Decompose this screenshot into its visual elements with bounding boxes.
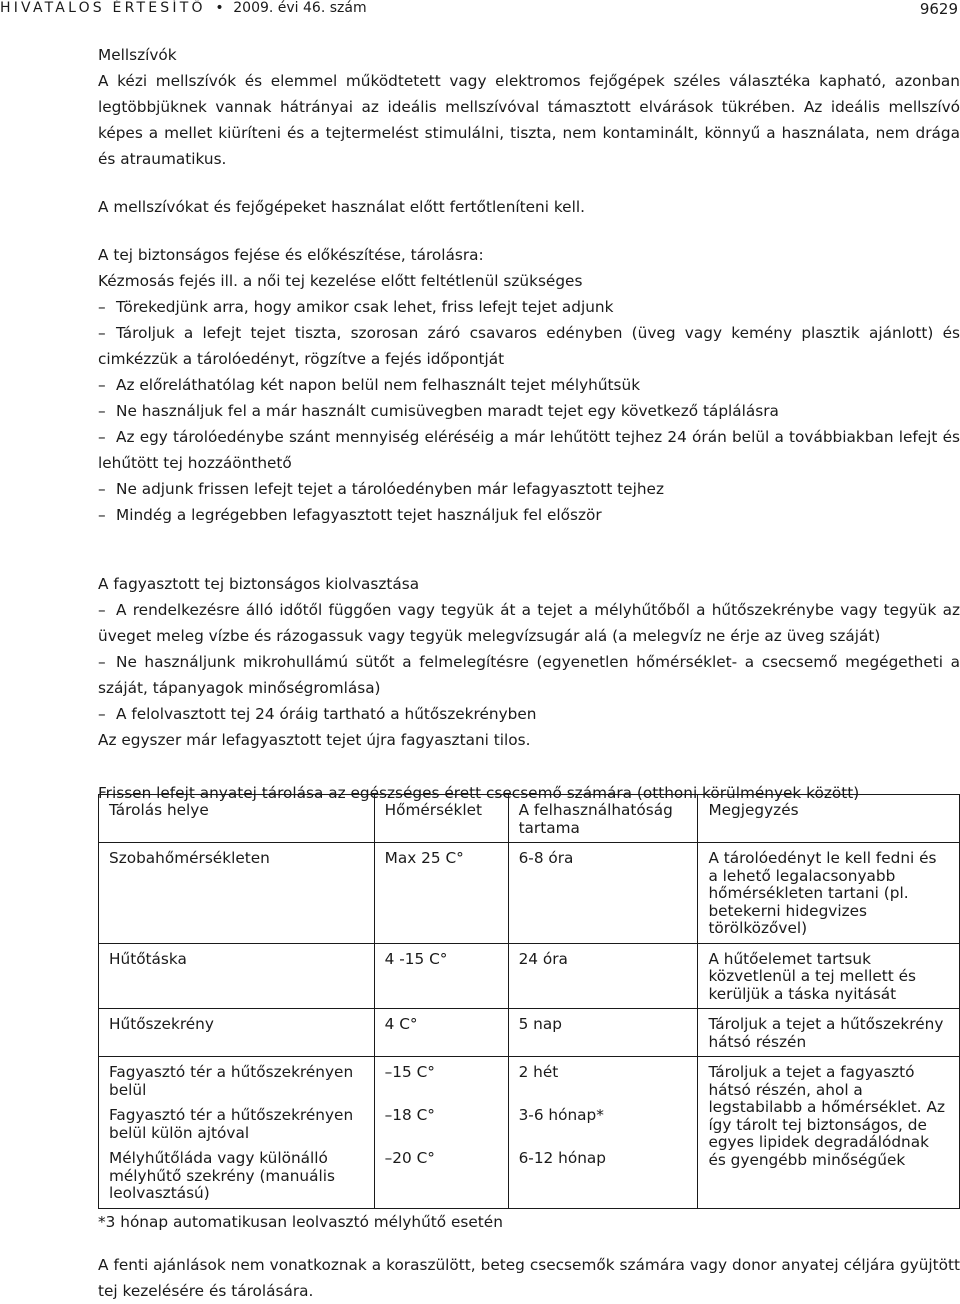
freezer-note: Tároljuk a tejet a fagyasztó hátsó részén, ahol a legstabilabb a hőmérséklet. Az így tárolt tej biztonságos, de egyes lipidek degradálódnak és gyengébb minőségűek [708, 1063, 946, 1169]
page-header [0, 0, 960, 20]
table-cell: A tárolóedényt le kell fedni és a lehető legalacsonyabb hőmérsékleten tartani (pl. betekerni hidegvizes törölközővel) [698, 843, 960, 944]
list-item: – Ne adjunk frissen lefejt tejet a tárolóedényben már lefagyasztott tejhez [98, 480, 664, 498]
freezer-location: Fagyasztó tér a hűtőszekrényen belül [109, 1063, 354, 1099]
final-note: A fenti ajánlások nem vonatkoznak a koraszülött, beteg csecsemők számára vagy donor anyatej céljára gyüjtött tej kezelésére és tárolására. [98, 1256, 960, 1300]
page-number: 9629 [919, 0, 958, 18]
journal-title: HIVATALOS ÉRTESÍTŐ [0, 0, 206, 16]
table-cell [698, 1057, 960, 1209]
section-title-thawing: A fagyasztott tej biztonságos kiolvasztása [98, 575, 420, 593]
table-header-cell: Hőmérséklet [374, 795, 508, 843]
storage-table [98, 794, 960, 1209]
list-item: – Az egy tárolóedénybe szánt mennyiség eléréséig a már lehűtött tejhez 24 órán belül a továbbiakban lefejt és lehűtött tej hozzáönthető [98, 428, 960, 472]
table-cell: 4 C° [374, 1009, 508, 1057]
freezer-duration: 6-12 hónap [518, 1149, 606, 1167]
freezer-duration: 3-6 hónap* [518, 1106, 604, 1124]
list-item: – A felolvasztott tej 24 óráig tartható a hűtőszekrényben [98, 705, 537, 723]
list-item: – Ne használjunk mikrohullámú sütőt a felmelegítésre (egyenetlen hőmérséklet- a csecsemő megégetheti a száját, tápanyagok minőségromlása) [98, 653, 960, 697]
table-title: Frissen lefejt anyatej tárolása az egészséges érett csecsemő számára (otthoni körülmények között) [98, 784, 860, 802]
section-title-breast-pumps: Mellszívók [98, 46, 177, 64]
disinfect-note: A mellszívókat és fejőgépeket használat előtt fertőtleníteni kell. [98, 198, 585, 216]
table-cell: 24 óra [508, 943, 698, 1009]
list-item: – A rendelkezésre álló időtől függően vagy tegyük át a tejet a mélyhűtőből a hűtőszekrénybe vagy tegyük az üveget meleg vízbe és rázogassuk vagy tegyük melegvízsugár alá (a melegvíz ne érje az üveg száját) [98, 601, 960, 645]
issue-label: 2009. évi 46. szám [233, 0, 367, 16]
table-header-row [99, 795, 960, 843]
handwash-intro: Kézmosás fejés ill. a női tej kezelése előtt feltétlenül szükséges [98, 272, 583, 290]
table-cell: Tároljuk a tejet a hűtőszekrény hátsó részén [698, 1009, 960, 1057]
header-bullet: • [215, 0, 224, 16]
table-cell: A hűtőelemet tartsuk közvetlenül a tej mellett és kerüljük a táska nyitását [698, 943, 960, 1009]
list-item: – Törekedjünk arra, hogy amikor csak lehet, friss lefejt tejet adjunk [98, 298, 614, 316]
table-row-freezer [99, 1057, 960, 1209]
section-title-safe-expression: A tej biztonságos fejése és előkészítése, tárolásra: [98, 246, 484, 264]
document-footer [98, 1209, 960, 1304]
list-item: – Tároljuk a lefejt tejet tiszta, szorosan záró csavaros edényben (üveg vagy kemény plasztik ajánlott) és cimkézzük a tárolóedényt, rögzítve a fejés időpontját [98, 324, 960, 368]
table-cell: Szobahőmérsékleten [99, 843, 375, 944]
table-row [99, 943, 960, 1009]
table-cell: Max 25 C° [374, 843, 508, 944]
freezer-location: Mélyhűtőláda vagy különálló mélyhűtő szekrény (manuális leolvasztású) [109, 1149, 335, 1202]
list-item: – Az előreláthatólag két napon belül nem felhasznált tejet mélyhűtsük [98, 376, 641, 394]
table-cell: Hűtőtáska [99, 943, 375, 1009]
table-header-cell: A felhasználhatóság tartama [508, 795, 698, 843]
table-cell: 6-8 óra [508, 843, 698, 944]
table-cell: 5 nap [508, 1009, 698, 1057]
table-row [99, 1009, 960, 1057]
freezer-temperature: –20 C° [384, 1149, 435, 1167]
breast-pumps-paragraph: A kézi mellszívók és elemmel működtetett vagy elektromos fejőgépek széles választéka kapható, azonban legtöbbjüknek vannak hátrányai az ideális mellszívóval támasztott elvárások tükrében. Az ideális mellszívó képes a mellet kiüríteni és a tejtermelést stimulálni, tiszta, nem kontaminált, könnyű a használata, nem drága és atraumatikus. [98, 72, 960, 168]
footnote: *3 hónap automatikusan leolvasztó mélyhűtő esetén [98, 1213, 503, 1231]
table-header-cell: Tárolás helye [99, 795, 375, 843]
list-item: – Mindég a legrégebben lefagyasztott tejet használjuk fel először [98, 506, 602, 524]
table-cell: Hűtőszekrény [99, 1009, 375, 1057]
freezer-temperature: –15 C° [384, 1063, 435, 1081]
table-cell [508, 1057, 698, 1209]
table-row [99, 843, 960, 944]
freezer-location: Fagyasztó tér a hűtőszekrényen belül külön ajtóval [109, 1106, 354, 1142]
freezer-duration: 2 hét [518, 1063, 559, 1081]
table-cell [99, 1057, 375, 1209]
document-body [98, 42, 960, 806]
refreeze-warning: Az egyszer már lefagyasztott tejet újra fagyasztani tilos. [98, 731, 531, 749]
list-item: – Ne használjuk fel a már használt cumisüvegben maradt tejet egy következő táplálásra [98, 402, 779, 420]
journal-header [0, 0, 367, 16]
table-header-cell: Megjegyzés [698, 795, 960, 843]
table-cell: 4 -15 C° [374, 943, 508, 1009]
table-cell [374, 1057, 508, 1209]
freezer-temperature: –18 C° [384, 1106, 435, 1124]
